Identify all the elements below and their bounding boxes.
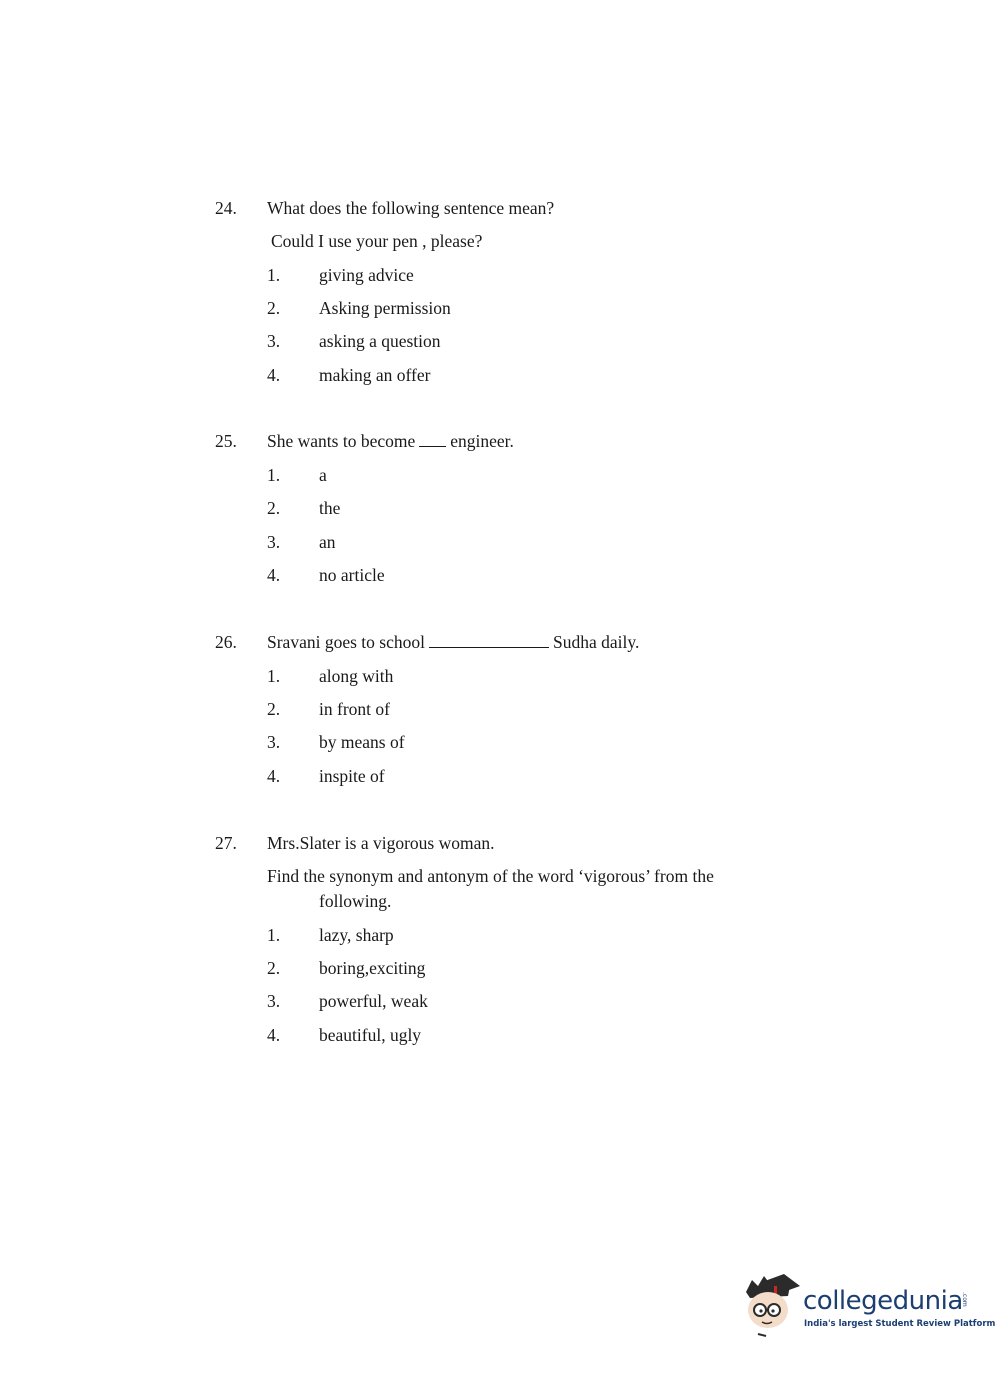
logo-tagline: India's largest Student Review Platform: [804, 1319, 996, 1329]
question-number: 26.: [215, 632, 237, 652]
option-number: 1.: [267, 465, 281, 485]
option-number: 1.: [267, 666, 281, 686]
option-text: no article: [319, 565, 385, 585]
option-text: a: [319, 465, 327, 485]
question-sentence: Could I use your pen , please?: [271, 231, 483, 251]
option-number: 3.: [267, 732, 281, 752]
option-number: 4.: [267, 766, 281, 786]
option-number: 1.: [267, 925, 281, 945]
logo-domain: .com: [961, 1292, 968, 1307]
option-number: 1.: [267, 265, 281, 285]
option-number: 2.: [267, 958, 281, 978]
logo-wordmark: collegedunia: [803, 1286, 963, 1316]
option-text: boring,exciting: [319, 958, 426, 978]
question-text-after: engineer.: [450, 431, 514, 451]
option-number: 2.: [267, 298, 281, 318]
option-number: 2.: [267, 699, 281, 719]
fill-blank: [419, 430, 446, 447]
question-number: 27.: [215, 833, 237, 853]
option-number: 3.: [267, 532, 281, 552]
collegedunia-logo[interactable]: [740, 1272, 996, 1342]
option-number: 2.: [267, 498, 281, 518]
option-number: 4.: [267, 565, 281, 585]
question-text: [267, 631, 639, 653]
option-text: lazy, sharp: [319, 925, 394, 945]
option-text: beautiful, ugly: [319, 1025, 422, 1045]
option-text: the: [319, 498, 341, 518]
option-text: an: [319, 532, 336, 552]
question-text: [267, 430, 514, 452]
question-text-before: She wants to become: [267, 431, 416, 451]
question-number: 24.: [215, 198, 237, 218]
question-number: 25.: [215, 431, 237, 451]
option-number: 4.: [267, 365, 281, 385]
option-text: in front of: [319, 699, 390, 719]
option-text: asking a question: [319, 331, 441, 351]
option-text: powerful, weak: [319, 991, 428, 1011]
option-number: 3.: [267, 331, 281, 351]
question-text-before: Sravani goes to school: [267, 632, 425, 652]
question-text: What does the following sentence mean?: [267, 198, 555, 218]
question-instruction-cont: following.: [319, 891, 392, 911]
fill-blank: [429, 631, 549, 648]
option-text: by means of: [319, 732, 405, 752]
option-number: 3.: [267, 991, 281, 1011]
question-instruction: Find the synonym and antonym of the word ‘vigorous’ from the: [267, 866, 714, 886]
option-text: Asking permission: [319, 298, 451, 318]
question-text-after: Sudha daily.: [552, 632, 640, 652]
option-text: making an offer: [319, 365, 431, 385]
option-number: 4.: [267, 1025, 281, 1045]
option-text: along with: [319, 666, 394, 686]
option-text: giving advice: [319, 265, 414, 285]
question-text: Mrs.Slater is a vigorous woman.: [267, 833, 495, 853]
option-text: inspite of: [319, 766, 385, 786]
mascot-icon: [740, 1272, 802, 1340]
